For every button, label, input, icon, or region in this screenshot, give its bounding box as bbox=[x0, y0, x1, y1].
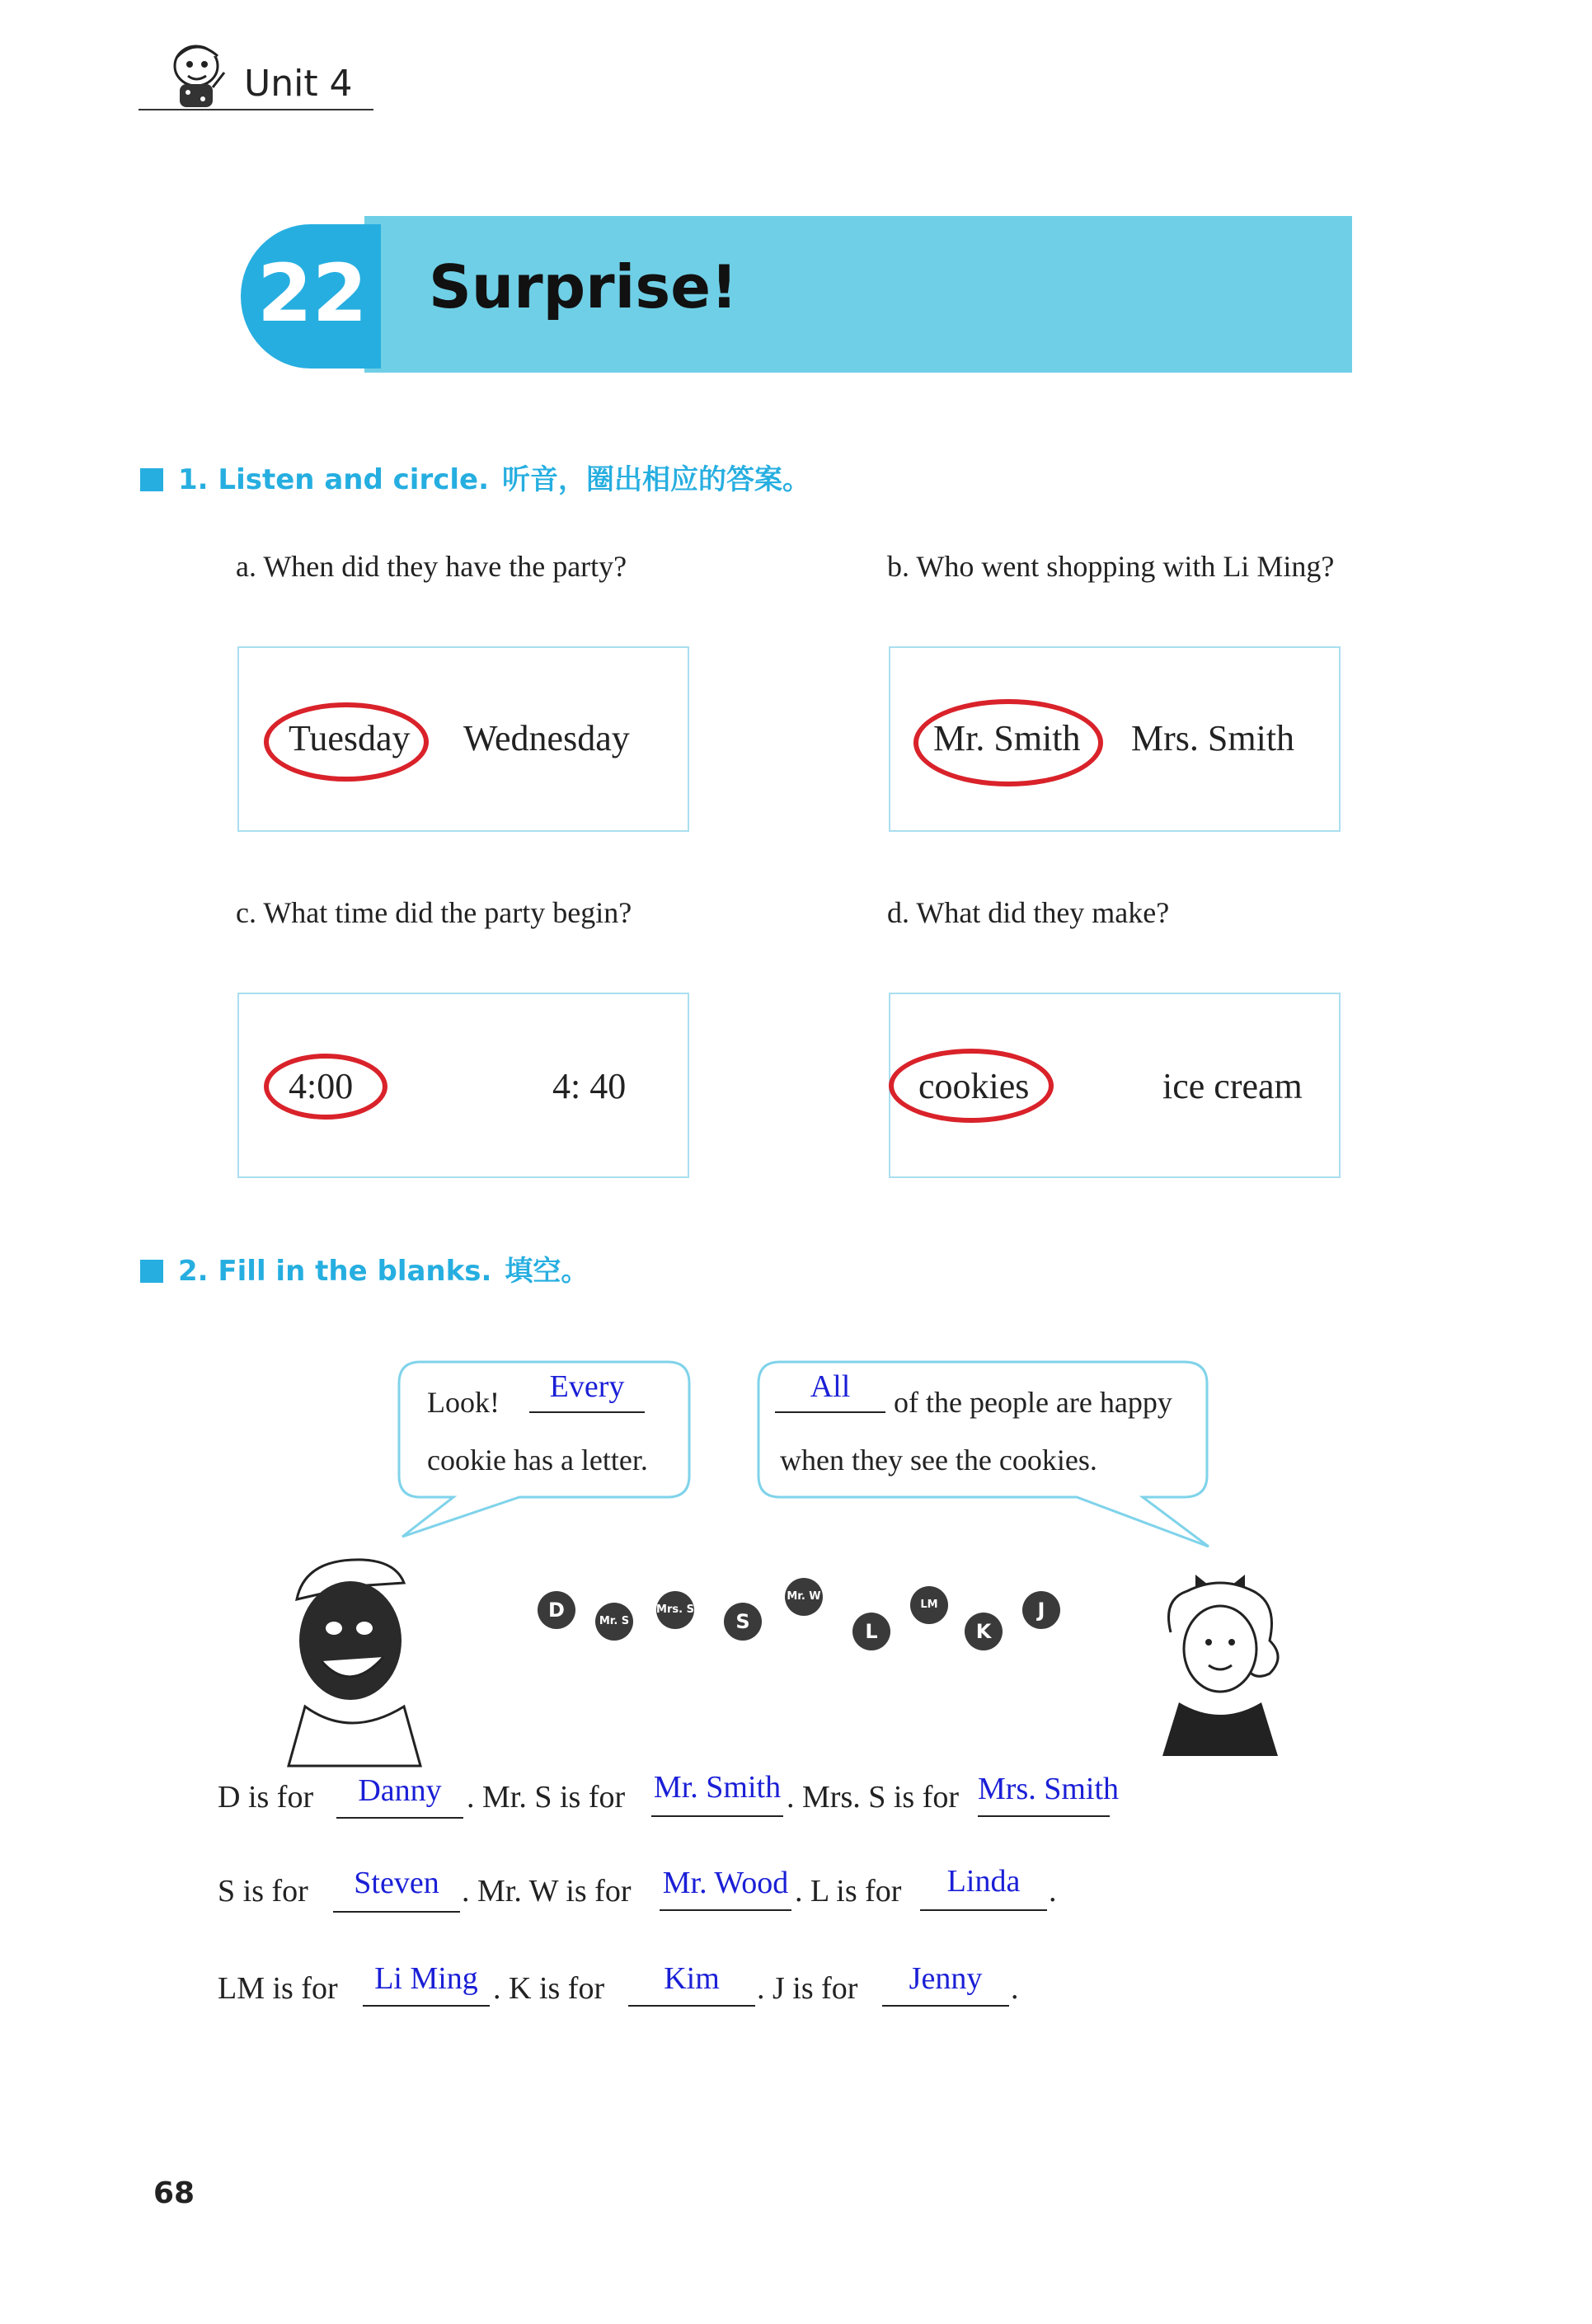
answer-linda[interactable]: Linda bbox=[946, 1864, 1021, 1899]
cookie-mr-s: Mr. S bbox=[595, 1603, 633, 1641]
girl-illustration bbox=[1154, 1558, 1303, 1764]
fill-text-period-2: . bbox=[1049, 1874, 1057, 1908]
option-mr-smith[interactable]: Mr. Smith bbox=[933, 718, 1081, 758]
fill-text-mrs-s: . Mrs. S is for bbox=[787, 1780, 960, 1815]
boy-illustration bbox=[272, 1550, 437, 1772]
answer-jenny[interactable]: Jenny bbox=[909, 1961, 983, 1996]
cookie-mr-w: Mr. W bbox=[785, 1578, 823, 1616]
answer-danny[interactable]: Danny bbox=[358, 1773, 442, 1808]
cookie-s: S bbox=[724, 1603, 762, 1641]
cookie-lm: LM bbox=[910, 1586, 948, 1624]
section-marker-icon bbox=[140, 468, 163, 491]
bubble-left-blank bbox=[529, 1411, 645, 1413]
option-4-00[interactable]: 4:00 bbox=[289, 1066, 354, 1106]
answer-circle-d bbox=[889, 1049, 1054, 1123]
answer-box-d bbox=[889, 993, 1341, 1178]
fill-text-mr-s: . Mr. S is for bbox=[467, 1780, 626, 1815]
lesson-number: 22 bbox=[257, 247, 368, 340]
section-marker-icon bbox=[140, 1260, 163, 1283]
question-c: c. What time did the party begin? bbox=[236, 896, 632, 929]
blank-l bbox=[920, 1909, 1047, 1911]
fill-line-3: LM is for bbox=[218, 1971, 338, 2006]
blank-j bbox=[882, 2005, 1009, 2007]
header-rule bbox=[139, 109, 373, 110]
cookie-mrs-s: Mrs. S bbox=[656, 1591, 694, 1629]
lesson-title: Surprise! bbox=[429, 252, 738, 322]
answer-steven[interactable]: Steven bbox=[354, 1866, 439, 1900]
answer-box-b bbox=[889, 646, 1341, 832]
option-cookies[interactable]: cookies bbox=[918, 1066, 1030, 1106]
answer-box-a bbox=[237, 646, 689, 832]
cookie-d: D bbox=[538, 1591, 575, 1629]
answer-mr-wood[interactable]: Mr. Wood bbox=[662, 1866, 789, 1900]
unit-header bbox=[139, 33, 373, 115]
question-b: b. Who went shopping with Li Ming? bbox=[887, 550, 1335, 583]
answer-mr-smith[interactable]: Mr. Smith bbox=[653, 1770, 782, 1805]
mascot-icon bbox=[155, 33, 237, 115]
fill-text-j: . J is for bbox=[757, 1971, 858, 2006]
blank-lm bbox=[363, 2005, 490, 2007]
answer-circle-b bbox=[913, 699, 1103, 786]
option-mrs-smith[interactable]: Mrs. Smith bbox=[1131, 718, 1295, 758]
bubble-right-line2: when they see the cookies. bbox=[780, 1444, 1097, 1477]
blank-mr-w bbox=[660, 1909, 791, 1911]
page-number: 68 bbox=[153, 2176, 195, 2210]
option-4-40[interactable]: 4: 40 bbox=[552, 1066, 627, 1106]
answer-mrs-smith[interactable]: Mrs. Smith bbox=[978, 1772, 1120, 1806]
answer-li-ming[interactable]: Li Ming bbox=[374, 1961, 478, 1996]
unit-label: Unit 4 bbox=[244, 63, 353, 105]
bubble-right-blank bbox=[775, 1411, 885, 1413]
answer-box-c bbox=[237, 993, 689, 1178]
bubble-right-line1: of the people are happy bbox=[894, 1386, 1172, 1419]
cookie-j: J bbox=[1022, 1591, 1060, 1629]
cookie-l: L bbox=[852, 1613, 890, 1650]
blank-s bbox=[333, 1911, 460, 1913]
question-d: d. What did they make? bbox=[887, 896, 1170, 929]
blank-mr-s bbox=[651, 1815, 783, 1817]
fill-text-period-3: . bbox=[1011, 1971, 1019, 2006]
fill-text-l: . L is for bbox=[795, 1874, 902, 1908]
blank-k bbox=[628, 2005, 755, 2007]
answer-circle-a bbox=[264, 702, 429, 782]
cookie-k: K bbox=[965, 1613, 1003, 1650]
fill-text-mr-w: . Mr. W is for bbox=[462, 1874, 632, 1908]
section1-heading: 1. Listen and circle. 听音，圈出相应的答案。 bbox=[140, 457, 810, 497]
option-tuesday[interactable]: Tuesday bbox=[289, 718, 411, 758]
bubble-right-answer[interactable]: All bbox=[810, 1369, 851, 1404]
option-wednesday[interactable]: Wednesday bbox=[463, 718, 630, 758]
answer-kim[interactable]: Kim bbox=[664, 1961, 720, 1996]
fill-text-k: . K is for bbox=[493, 1971, 605, 2006]
bubble-left-answer[interactable]: Every bbox=[549, 1369, 625, 1404]
section2-heading: 2. Fill in the blanks. 填空。 bbox=[140, 1248, 589, 1289]
lesson-banner bbox=[241, 216, 1352, 373]
bubble-left-look: Look! bbox=[427, 1386, 500, 1419]
fill-line-1: D is for bbox=[218, 1780, 314, 1815]
bubble-left-line2: cookie has a letter. bbox=[427, 1444, 648, 1477]
answer-circle-c bbox=[264, 1054, 387, 1120]
question-a: a. When did they have the party? bbox=[236, 550, 627, 583]
fill-line-2: S is for bbox=[218, 1874, 308, 1908]
blank-d bbox=[336, 1817, 463, 1819]
blank-mrs-s bbox=[978, 1815, 1110, 1817]
option-ice-cream[interactable]: ice cream bbox=[1162, 1066, 1303, 1106]
